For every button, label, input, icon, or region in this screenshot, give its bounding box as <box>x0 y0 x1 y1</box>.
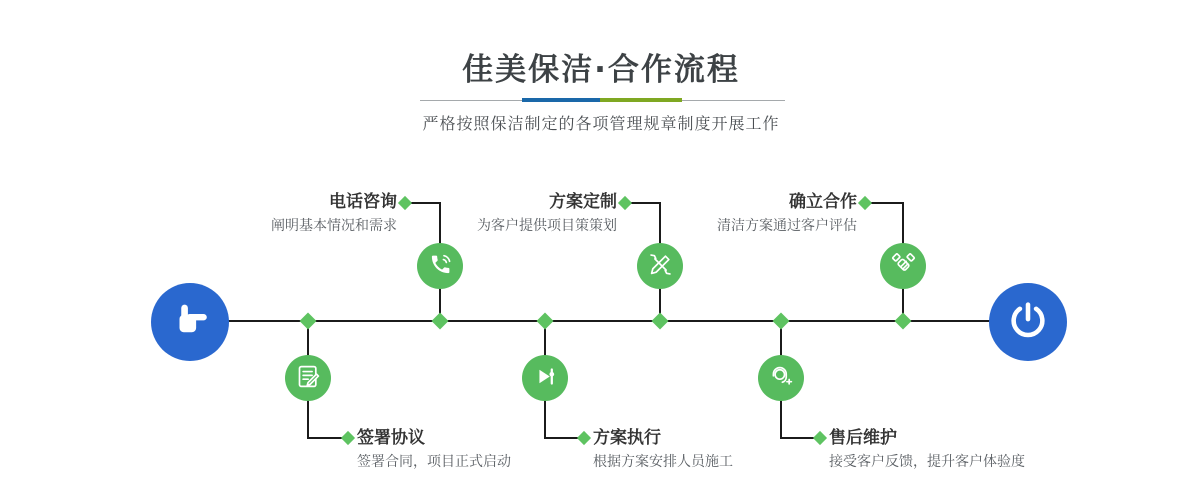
contract-pen-icon <box>295 363 322 394</box>
diamond-marker <box>341 431 355 445</box>
step-desc: 签署合同，项目正式启动 <box>357 454 511 470</box>
page-subtitle: 严格按照保洁制定的各项管理规章制度开展工作 <box>422 114 780 133</box>
connector-line <box>780 437 816 439</box>
diamond-marker <box>858 196 872 210</box>
step-desc: 清洁方案通过客户评估 <box>717 218 857 234</box>
step-node <box>880 243 926 289</box>
step-title: 电话咨询 <box>329 192 397 212</box>
diamond-marker <box>652 313 669 330</box>
diamond-marker <box>618 196 632 210</box>
diamond-marker <box>432 313 449 330</box>
title-divider-green-segment <box>600 98 682 102</box>
diamond-marker <box>398 196 412 210</box>
step-node <box>417 243 463 289</box>
step-node <box>637 243 683 289</box>
step-title: 确立合作 <box>789 192 857 212</box>
step-node <box>758 355 804 401</box>
title-divider-blue-segment <box>522 98 600 102</box>
step-title: 售后维护 <box>829 428 897 448</box>
connector-line <box>629 202 661 204</box>
step-title: 方案定制 <box>549 192 617 212</box>
step-title: 签署协议 <box>357 428 425 448</box>
diamond-marker <box>300 313 317 330</box>
connector-line <box>307 437 344 439</box>
play-slider-icon <box>532 363 559 394</box>
step-desc: 阐明基本情况和需求 <box>271 218 397 234</box>
step-desc: 根据方案安排人员施工 <box>593 454 733 470</box>
connector-line <box>409 202 441 204</box>
flow-start-node <box>151 283 229 361</box>
diamond-marker <box>773 313 790 330</box>
step-node <box>285 355 331 401</box>
headset-plus-icon <box>768 363 795 394</box>
diamond-marker <box>813 431 827 445</box>
connector-line <box>869 202 904 204</box>
step-desc: 为客户提供项目策策划 <box>477 218 617 234</box>
power-icon <box>1007 299 1049 345</box>
step-node <box>522 355 568 401</box>
step-title: 方案执行 <box>593 428 661 448</box>
design-tools-icon <box>647 251 674 282</box>
flow-end-node <box>989 283 1067 361</box>
page-title: 佳美保洁·合作流程 <box>462 52 740 88</box>
handshake-icon <box>890 251 917 282</box>
diamond-marker <box>577 431 591 445</box>
diamond-marker <box>895 313 912 330</box>
connector-line <box>544 437 580 439</box>
pointing-hand-icon <box>169 299 211 345</box>
phone-icon <box>427 251 454 282</box>
diamond-marker <box>537 313 554 330</box>
step-desc: 接受客户反馈，提升客户体验度 <box>829 454 1025 470</box>
